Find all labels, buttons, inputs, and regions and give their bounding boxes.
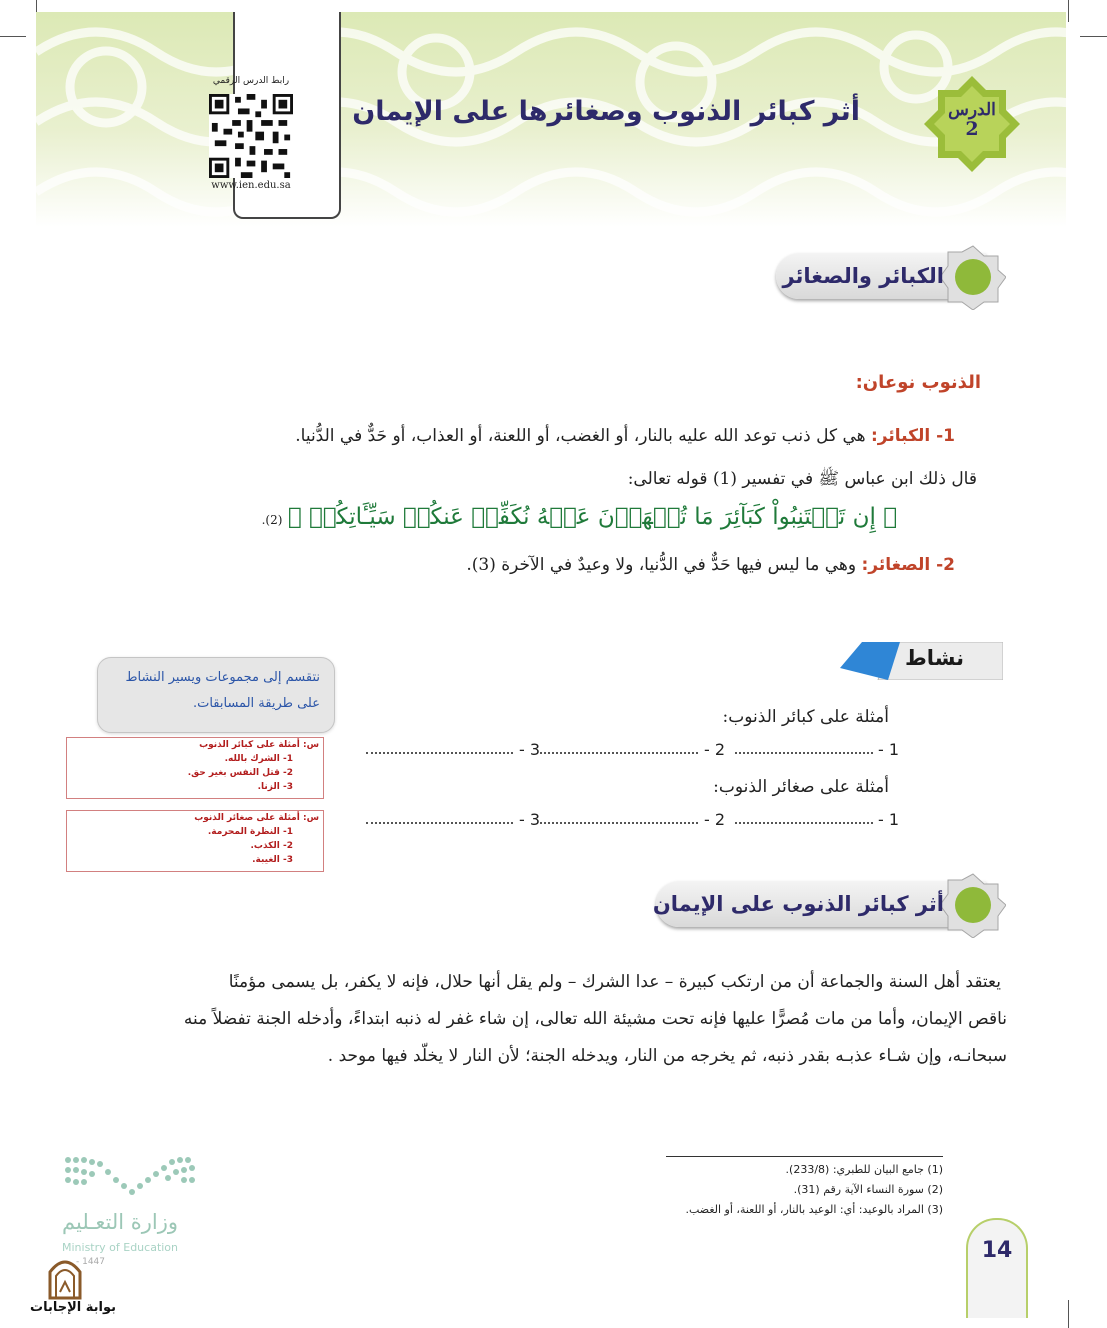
blank-number: 3 - xyxy=(519,810,541,829)
lesson-badge xyxy=(922,100,1022,140)
footnote-2: (2) سورة النساء الآية رقم (31). xyxy=(793,1183,943,1196)
ministry-name-en: Ministry of Education xyxy=(62,1241,179,1254)
blank-number: 1 - xyxy=(878,740,900,759)
paragraph-line-3: سبحانـه، وإن شـاء عذبـه بقدر ذنبه، ثم يخرجه من النار، ويدخله الجنة؛ لأن النار لا يخلّد فيها موحد . xyxy=(327,1046,1007,1066)
page-number: 14 xyxy=(981,1238,1013,1263)
lesson-word: الدرس xyxy=(948,100,996,120)
activity-label: نشاط xyxy=(905,646,964,670)
crop-mark xyxy=(1068,1300,1069,1328)
answer-box-minor: س: أمثلة على صغائر الذنوب 1- النظرة المحرمة. 2- الكذب. 3- الغيبة. xyxy=(66,810,324,872)
ministry-year: - 1447 xyxy=(76,1257,106,1267)
gateway-logo-icon xyxy=(44,1256,86,1300)
major-prompt: أمثلة على كبائر الذنوب: xyxy=(722,707,889,727)
answer-blank[interactable] xyxy=(540,752,698,754)
blank-number: 2 - xyxy=(704,740,726,759)
section-title: أثر كبائر الذنوب على الإيمان xyxy=(652,892,944,916)
paragraph-line-1: يعتقد أهل السنة والجماعة أن من ارتكب كبيرة – عدا الشرك – ولم يقل أنها حلال، فإنه لا يكفر، بل يسمى مؤمنًا xyxy=(228,972,1001,992)
page-number-tab xyxy=(966,1218,1028,1318)
verse-line xyxy=(262,504,897,530)
section-heading-1 xyxy=(760,244,1006,304)
answer-blank[interactable] xyxy=(735,822,873,824)
ministry-name-ar: وزارة التعـليم xyxy=(62,1210,179,1234)
star-bullet-icon xyxy=(940,872,1006,938)
blank-number: 2 - xyxy=(704,810,726,829)
item-1-label: 1- الكبائر: xyxy=(871,426,955,446)
qr-caption: رابط الدرس الرقمي xyxy=(212,76,290,86)
item-2 xyxy=(466,555,955,575)
answer-blank[interactable] xyxy=(366,822,513,824)
section-title: الكبائر والصغائر xyxy=(782,264,944,288)
lesson-title: أثر كبائر الذنوب وصغائرها على الإيمان xyxy=(352,96,860,127)
answer-blank[interactable] xyxy=(366,752,513,754)
verse-ref: (2). xyxy=(261,513,283,527)
qr-url[interactable]: www.ien.edu.sa xyxy=(211,180,291,191)
answer-blank[interactable] xyxy=(735,752,873,754)
paragraph-line-2: ناقص الإيمان، وأما من مات مُصرًّا عليها فإنه تحت مشيئة الله تعالى، إن شاء غفر له ذنبه ابتداءً، وأدخله الجنة تفضلاً منه xyxy=(183,1009,1007,1029)
item-1 xyxy=(295,426,955,446)
crop-mark xyxy=(1068,0,1069,22)
note-line-2: على طريقة المسابقات. xyxy=(192,696,320,711)
item-1-text: هي كل ذنب توعد الله عليه بالنار، أو الغضب، أو اللعنة، أو العذاب، أو حَدٌّ في الدُّنيا. xyxy=(295,426,871,446)
footnote-rule xyxy=(666,1156,943,1157)
item-2-label: 2- الصغائر: xyxy=(861,555,955,575)
star-bullet-icon xyxy=(940,244,1006,310)
answer-box-major: س: أمثلة على كبائر الذنوب 1- الشرك بالله. 2- قتل النفس بغير حق. 3- الزنا. xyxy=(66,737,324,799)
qr-code[interactable] xyxy=(206,94,296,178)
lesson-number: 2 xyxy=(965,118,979,140)
footnote-3: (3) المراد بالوعيد: أي: الوعيد بالنار، أو اللعنة، أو الغضب. xyxy=(685,1203,943,1216)
answer-blank[interactable] xyxy=(540,822,698,824)
crop-mark xyxy=(1080,36,1107,37)
section-heading-2 xyxy=(640,872,1006,932)
minor-prompt: أمثلة على صغائر الذنوب: xyxy=(713,777,889,797)
blank-number: 3 - xyxy=(519,740,541,759)
quran-verse: ﴿ إِن تَجۡتَنِبُواْ كَبَآئِرَ مَا تُنۡهَوۡنَ عَنۡهُ نُكَفِّرۡ عَنكُمۡ سَيِّـَٔاتِكُمۡ ﴾ xyxy=(287,504,897,530)
ministry-logo-icon xyxy=(62,1152,198,1200)
kinds-heading: الذنوب نوعان: xyxy=(855,372,981,393)
teacher-note xyxy=(97,657,335,733)
watermark-caption: بوابة الإجابات xyxy=(30,1300,116,1315)
note-line-1: نتقسم إلى مجموعات ويسير النشاط xyxy=(125,670,320,685)
item-2-text: وهي ما ليس فيها حَدٌّ في الدُّنيا، ولا وعيدٌ في الآخرة (3). xyxy=(466,555,862,575)
crop-mark xyxy=(0,36,26,37)
footnote-1: (1) جامع البيان للطبري: (233/8). xyxy=(785,1163,943,1176)
ibn-abbas-line: قال ذلك ابن عباس ﷺ في تفسير (1) قوله تعالى: xyxy=(627,469,977,489)
blank-number: 1 - xyxy=(878,810,900,829)
